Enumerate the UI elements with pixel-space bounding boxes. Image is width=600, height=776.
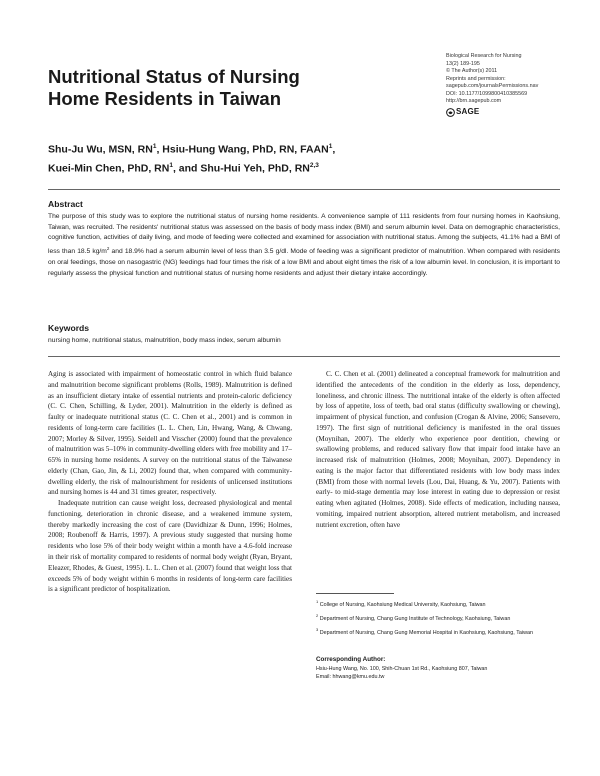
- sage-mark-icon: [446, 108, 455, 117]
- section-divider: [48, 356, 560, 357]
- footnote-text: Department of Nursing, Chang Gung Memorial Hospital in Kaohsiung, Kaohsiung, Taiwan: [319, 629, 533, 636]
- permissions-link[interactable]: sagepub.com/journalsPermissions.nav: [446, 83, 539, 89]
- author-name: Kuei-Min Chen, PhD, RN: [48, 162, 170, 174]
- footnote-3: [316, 626, 560, 637]
- footnote-marker: 1: [316, 599, 319, 604]
- abstract-part-1: The purpose of this study was to explore the nutritional status of nursing home residents. A convenience sample of 111 residents from four nursing homes in Kaohsiung, Taiwan, was recruited. The residents' nutritional status was assessed on the basis of body mass index (BMI) and serum albumin level. Data on demographic characteristics, cognitive function, activities of daily living, and mode of feeding were collected and examined for association with nutritional status. Among the subjects, 41.1% had a BMI of less than 18.5 kg/m: [48, 213, 560, 256]
- affiliation-marker: 1: [328, 143, 333, 150]
- footnote-text: College of Nursing, Kaohsiung Medical University, Kaohsiung, Taiwan: [319, 601, 486, 608]
- article-title: [48, 66, 378, 110]
- affiliation-marker: 1: [169, 161, 173, 169]
- author-separator: ,: [332, 143, 336, 156]
- corresponding-address: Hsiu-Hung Wang, No. 100, Shih-Chuan 1st Rd., Kaohsiung 807, Taiwan: [316, 666, 488, 672]
- corresponding-email[interactable]: Email: hhwang@kmu.edu.tw: [316, 674, 385, 680]
- body-column-right: [316, 369, 560, 530]
- doi-line: DOI: 10.1177/1099800410385569: [446, 90, 528, 97]
- footnote-2: [316, 612, 560, 623]
- corresponding-author: [316, 656, 560, 681]
- sage-logo-text: SAGE: [456, 107, 480, 117]
- footnote-text: Department of Nursing, Chang Gung Institute of Technology, Kaohsiung, Taiwan: [319, 615, 511, 622]
- journal-name: Biological Research for Nursing: [446, 53, 522, 59]
- journal-url-link[interactable]: http://brn.sagepub.com: [446, 98, 502, 104]
- abstract-part-2: and 18.9% had a serum albumin level of less than 3.5 g/dl. Mode of feeding was a significant predictor of malnutrition. When compared with residents on oral feedings, those on nasogastric (NG) feedings had four times the risk of a low BMI and about eight times the risk of a low albumin level. In conclusion, it is important to regularly assess the physical function and nutritional status of nursing home residents and adjust their dietary intake accordingly.: [48, 248, 560, 277]
- title-line-1: Nutritional Status of Nursing: [48, 66, 300, 87]
- keywords-heading: Keywords: [48, 323, 90, 333]
- journal-volume: 13(2) 189-195: [446, 60, 480, 67]
- affiliation-marker: 1: [152, 143, 157, 150]
- abstract-heading: Abstract: [48, 199, 83, 209]
- journal-metadata: [446, 53, 596, 117]
- copyright-line: © The Author(s) 2011: [446, 68, 498, 74]
- body-column-left: [48, 369, 292, 595]
- body-paragraph: Inadequate nutrition can cause weight loss, decreased physiological and mental functioning, deterioration in chronic disease, and a weakened immune system, thereby markedly increasing the cost of care (Davidhizar & Dunn, 1996; Holmes, 2008; Roubenoff & Harris, 1997). A previous study suggested that nursing home residents who lose 5% of their body weight within a month have a 4.6-fold increase in their risk of mortality compared to residents of normal body weight (Ryan, Bryant, Eleazer, Rhodes, & Guest, 1995). L. L. Chen et al. (2007) found that weight loss that exceeds 5% of body weight within 6 months in residents of long-term care facilities is a significant predictor of hospitalization.: [48, 499, 292, 594]
- footnote-1: [316, 598, 560, 609]
- abstract-text: [48, 212, 560, 279]
- author-line-2: [48, 158, 548, 177]
- keywords-text: nursing home, nutritional status, malnutrition, body mass index, serum albumin: [48, 337, 281, 344]
- affiliation-marker: 2,3: [309, 161, 319, 169]
- author-name: Shu-Ju Wu, MSN, RN: [48, 143, 153, 156]
- sage-logo: [446, 108, 596, 117]
- abstract-superscript: 2: [106, 246, 110, 252]
- affiliation-footnotes: [316, 598, 560, 639]
- body-paragraph: Aging is associated with impairment of homeostatic control in which fluid balance and malnutrition become significant problems (Rolls, 1989). Malnutrition is defined as an insufficient dietary intake of essential nutrients and protein-caloric deficiency (C. C. Chen, Schilling, & Lyder, 2001). Malnutrition in the elderly is defined as faulty or inadequate nutritional status (C. C. Chen et al., 2001) and is common in residents of long-term care facilities (L. L. Chen, Lin, Hwang, Wang, & Chwang, 2007; Morley & Silver, 1995). Seidell and Visscher (2000) found that the prevalence of malnutrition was 5–10% in community-dwelling elders with free mobility and 17–65% in nursing home residents. A survey on the nutritional status of the Taiwanese elderly (Chan, Gao, Jin, & Li, 2002) found that, when compared with community-dwelling elderly, the risk of malnourishment for residents of unlicensed institutions and nursing homes is 44 and 31 times greater, respectively.: [48, 370, 292, 497]
- author-name: , and Shu-Hui Yeh, PhD, RN: [172, 162, 310, 174]
- author-name: , Hsiu-Hung Wang, PhD, RN, FAAN: [156, 143, 329, 156]
- footnote-divider: [316, 593, 394, 594]
- author-line-1: [48, 139, 548, 158]
- section-divider: [48, 189, 560, 190]
- footnote-marker: 3: [316, 626, 319, 632]
- footnote-marker: 2: [316, 612, 319, 618]
- author-list: [48, 139, 548, 176]
- title-line-2: Home Residents in Taiwan: [48, 88, 282, 109]
- body-paragraph: C. C. Chen et al. (2001) delineated a conceptual framework for malnutrition and identified the antecedents of the condition in the elderly as loss, dependency, loneliness, and chronic illness. The nutritional intake of the elderly is often affected by loss of appetite, loss of teeth, bad oral status (difficulty swallowing or chewing), impairment of physical function, and confusion (Crogan & Alvine, 2006; Sansevero, 1997). The first sign of nutritional deficiency is manifested in the oral tissues (Moynihan, 2007). The elderly who experience poor dentition, chewing or swallowing problems, and reduced salivary flow that impair food intake have an increased risk of malnutrition (Holmes, 2008; Moynihan, 2007). Dependency in eating is the major factor that differentiated residents with low body mass index (BMI) from those with normal levels (Lou, Dai, Huang, & Yu, 2007). Patients with early- to mid-stage dementia may lose interest in eating due to depression or resist eating when agitated (Holmes, 2008). Side effects of medication, including nausea, vomiting, impaired nutrient absorption, altered nutrient metabolism, and increased nutrient excretion, often have: [316, 370, 560, 529]
- reprints-line: Reprints and permission:: [446, 75, 506, 82]
- corresponding-heading: Corresponding Author:: [316, 656, 386, 663]
